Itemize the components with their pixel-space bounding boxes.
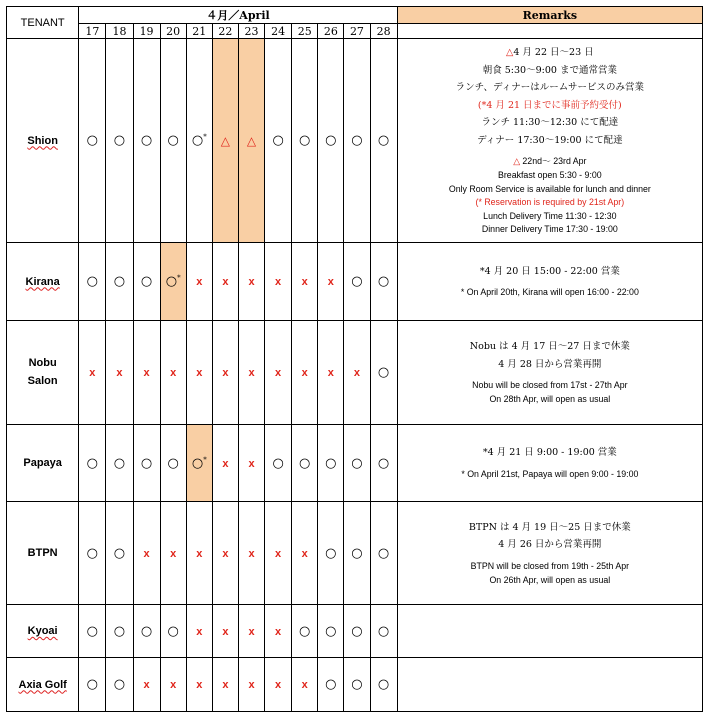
open-mark: ○ bbox=[106, 605, 133, 658]
remarks-cell bbox=[397, 39, 702, 243]
day-header: 21 bbox=[186, 24, 212, 39]
closed-mark: x bbox=[106, 321, 133, 425]
day-header: 24 bbox=[265, 24, 292, 39]
open-mark: ○ bbox=[318, 425, 344, 502]
tenant-name-label: Kirana bbox=[25, 275, 60, 288]
remarks-cell bbox=[397, 425, 702, 502]
day-header: 25 bbox=[292, 24, 318, 39]
closed-mark: x bbox=[292, 243, 318, 321]
month-header: ４月／April bbox=[79, 7, 397, 24]
open-mark: ○ bbox=[318, 658, 344, 712]
closed-mark: x bbox=[318, 321, 344, 425]
tenant-name bbox=[7, 243, 79, 321]
remark-line-jp: Nobu は 4 月 17 日～27 日まで休業 bbox=[469, 341, 630, 353]
tenant-name bbox=[7, 321, 79, 425]
open-mark: ○ bbox=[370, 243, 397, 321]
remark-line-jp: 朝食 5:30～9:00 まで通常営業 bbox=[482, 64, 617, 76]
open-mark: ○ bbox=[160, 39, 186, 243]
open-mark: ○ bbox=[133, 243, 160, 321]
open-mark: ○ bbox=[79, 425, 106, 502]
closed-mark: x bbox=[238, 502, 264, 605]
open-mark: ○ bbox=[318, 39, 344, 243]
tenant-name bbox=[7, 605, 79, 658]
open-mark: ○ bbox=[160, 605, 186, 658]
note-asterisk: * bbox=[177, 274, 181, 282]
closed-mark: x bbox=[265, 658, 292, 712]
closed-mark: x bbox=[292, 502, 318, 605]
tenant-name-line: Salon bbox=[27, 374, 58, 387]
open-mark: ○ bbox=[79, 658, 106, 712]
note-asterisk: * bbox=[203, 133, 207, 141]
schedule-table bbox=[6, 6, 703, 712]
closed-mark: x bbox=[212, 605, 238, 658]
closed-mark: x bbox=[186, 502, 212, 605]
closed-mark: x bbox=[133, 658, 160, 712]
note-asterisk: * bbox=[203, 455, 207, 464]
open-mark: ○ bbox=[106, 39, 133, 243]
day-header: 23 bbox=[238, 24, 264, 39]
closed-mark: x bbox=[212, 321, 238, 425]
closed-mark: x bbox=[238, 243, 264, 321]
remarks-cell bbox=[397, 243, 702, 321]
closed-mark: x bbox=[186, 243, 212, 321]
tenant-name bbox=[7, 425, 79, 502]
remark-line-en: * On April 20th, Kirana will open 16:00 - 22:00 bbox=[460, 287, 639, 298]
closed-mark: x bbox=[292, 321, 318, 425]
day-header: 18 bbox=[106, 24, 133, 39]
tenant-name-label: Papaya bbox=[23, 457, 62, 469]
closed-mark: x bbox=[212, 658, 238, 712]
remarks-cell bbox=[397, 658, 702, 712]
remark-line-en: Only Room Service is available for lunch and dinner bbox=[448, 183, 651, 194]
closed-mark: x bbox=[212, 243, 238, 321]
closed-mark: x bbox=[133, 321, 160, 425]
closed-mark: x bbox=[133, 502, 160, 605]
open-mark: ○ bbox=[133, 39, 160, 243]
open-mark: ○ bbox=[370, 605, 397, 658]
day-header: 19 bbox=[133, 24, 160, 39]
remark-line-en: △ 22nd～ 23rd Apr bbox=[513, 156, 587, 167]
closed-mark: x bbox=[265, 502, 292, 605]
closed-mark: x bbox=[265, 605, 292, 658]
closed-mark: x bbox=[292, 658, 318, 712]
day-header: 28 bbox=[370, 24, 397, 39]
remark-line-en: Breakfast open 5:30 - 9:00 bbox=[498, 169, 602, 180]
day-header: 17 bbox=[79, 24, 106, 39]
closed-mark: x bbox=[212, 502, 238, 605]
open-mark: ○ bbox=[370, 658, 397, 712]
open-mark: ○ bbox=[79, 39, 106, 243]
closed-mark: x bbox=[160, 658, 186, 712]
remark-line-jp: (*4 月 21 日までに事前予約受付) bbox=[477, 99, 622, 111]
closed-mark: x bbox=[238, 658, 264, 712]
open-mark: ○ bbox=[292, 425, 318, 502]
tenant-name-label: BTPN bbox=[27, 547, 58, 559]
open-note-mark: ○* bbox=[160, 243, 186, 321]
tenant-name bbox=[7, 658, 79, 712]
tenant-row bbox=[7, 321, 703, 425]
tenant-name-label: Kyoai bbox=[27, 625, 58, 637]
tenant-name bbox=[7, 39, 79, 243]
open-mark: ○ bbox=[160, 425, 186, 502]
closed-mark: x bbox=[318, 243, 344, 321]
open-mark: ○ bbox=[292, 39, 318, 243]
remark-line-jp: △4 月 22 日～23 日 bbox=[506, 46, 594, 58]
tenant-row bbox=[7, 502, 703, 605]
tenant-row bbox=[7, 658, 703, 712]
remark-line-en: (* Reservation is required by 21st Apr) bbox=[475, 197, 625, 208]
open-mark: ○ bbox=[265, 425, 292, 502]
partial-mark: △ bbox=[212, 39, 238, 243]
day-header: 26 bbox=[318, 24, 344, 39]
open-mark: ○ bbox=[370, 425, 397, 502]
open-mark: ○ bbox=[370, 321, 397, 425]
day-header: 20 bbox=[160, 24, 186, 39]
tenant-name-line: Nobu bbox=[28, 356, 57, 369]
open-mark: ○ bbox=[106, 658, 133, 712]
remark-line-en: Dinner Delivery Time 17:30 - 19:00 bbox=[481, 224, 618, 235]
open-mark: ○ bbox=[133, 605, 160, 658]
open-mark: ○ bbox=[106, 243, 133, 321]
remark-line-jp: *4 月 20 日 15:00 - 22:00 営業 bbox=[479, 265, 620, 277]
day-header: 22 bbox=[212, 24, 238, 39]
open-mark: ○ bbox=[344, 502, 370, 605]
remark-line-jp: ランチ 11:30～12:30 にて配達 bbox=[481, 117, 619, 129]
tenant-row bbox=[7, 425, 703, 502]
partial-mark: △ bbox=[238, 39, 264, 243]
closed-mark: x bbox=[186, 605, 212, 658]
open-mark: ○ bbox=[344, 605, 370, 658]
open-mark: ○ bbox=[370, 39, 397, 243]
remark-line-jp: BTPN は 4 月 19 日～25 日まで休業 bbox=[468, 521, 631, 533]
closed-mark: x bbox=[265, 243, 292, 321]
tenant-name bbox=[7, 502, 79, 605]
closed-mark: x bbox=[186, 321, 212, 425]
closed-mark: x bbox=[212, 425, 238, 502]
remark-line-en: On 28th Apr, will open as usual bbox=[489, 394, 611, 405]
open-mark: ○ bbox=[79, 243, 106, 321]
tenant-name-label: Axia Golf bbox=[18, 678, 67, 691]
day-header: 27 bbox=[344, 24, 370, 39]
closed-mark: x bbox=[238, 425, 264, 502]
remark-line-jp: ランチ、ディナーはルームサービスのみ営業 bbox=[455, 82, 645, 94]
open-mark: ○ bbox=[265, 39, 292, 243]
open-mark: ○ bbox=[344, 425, 370, 502]
closed-mark: x bbox=[79, 321, 106, 425]
tenant-header: TENANT bbox=[7, 7, 79, 39]
triangle-icon: △ bbox=[513, 156, 520, 167]
open-mark: ○ bbox=[370, 502, 397, 605]
open-mark: ○ bbox=[318, 502, 344, 605]
open-mark: ○ bbox=[133, 425, 160, 502]
open-note-mark: ○* bbox=[186, 39, 212, 243]
closed-mark: x bbox=[160, 502, 186, 605]
open-mark: ○ bbox=[344, 243, 370, 321]
open-mark: ○ bbox=[106, 502, 133, 605]
tenant-name-label: Shion bbox=[27, 134, 58, 147]
open-mark: ○ bbox=[344, 658, 370, 712]
tenant-row bbox=[7, 605, 703, 658]
remark-line-jp: 4 月 28 日から営業再開 bbox=[498, 358, 602, 370]
remark-line-en: Nobu will be closed from 17st - 27th Apr bbox=[472, 380, 628, 391]
closed-mark: x bbox=[186, 658, 212, 712]
open-mark: ○ bbox=[79, 605, 106, 658]
remarks-header: Remarks bbox=[397, 7, 702, 24]
open-mark: ○ bbox=[106, 425, 133, 502]
remarks-cell bbox=[397, 502, 702, 605]
open-note-mark: ○* bbox=[186, 425, 212, 502]
remark-line-en: * On April 21st, Papaya will open 9:00 - 19:00 bbox=[461, 468, 639, 479]
remark-line-en: Lunch Delivery Time 11:30 - 12:30 bbox=[483, 210, 617, 221]
open-mark: ○ bbox=[79, 502, 106, 605]
closed-mark: x bbox=[238, 605, 264, 658]
closed-mark: x bbox=[344, 321, 370, 425]
remarks-cell bbox=[397, 605, 702, 658]
remarks-header-blank bbox=[397, 24, 702, 39]
open-mark: ○ bbox=[292, 605, 318, 658]
remark-line-jp: 4 月 26 日から営業再開 bbox=[498, 539, 602, 551]
triangle-icon: △ bbox=[506, 46, 514, 58]
open-mark: ○ bbox=[318, 605, 344, 658]
closed-mark: x bbox=[265, 321, 292, 425]
remark-line-en: On 26th Apr, will open as usual bbox=[489, 574, 611, 585]
remark-line-jp: *4 月 21 日 9:00 - 19:00 営業 bbox=[482, 447, 617, 459]
closed-mark: x bbox=[238, 321, 264, 425]
open-mark: ○ bbox=[344, 39, 370, 243]
remark-line-jp: ディナー 17:30～19:00 にて配達 bbox=[477, 134, 623, 146]
tenant-row bbox=[7, 243, 703, 321]
closed-mark: x bbox=[160, 321, 186, 425]
tenant-row bbox=[7, 39, 703, 243]
remark-line-en: BTPN will be closed from 19th - 25th Apr bbox=[470, 560, 630, 571]
remarks-cell bbox=[397, 321, 702, 425]
